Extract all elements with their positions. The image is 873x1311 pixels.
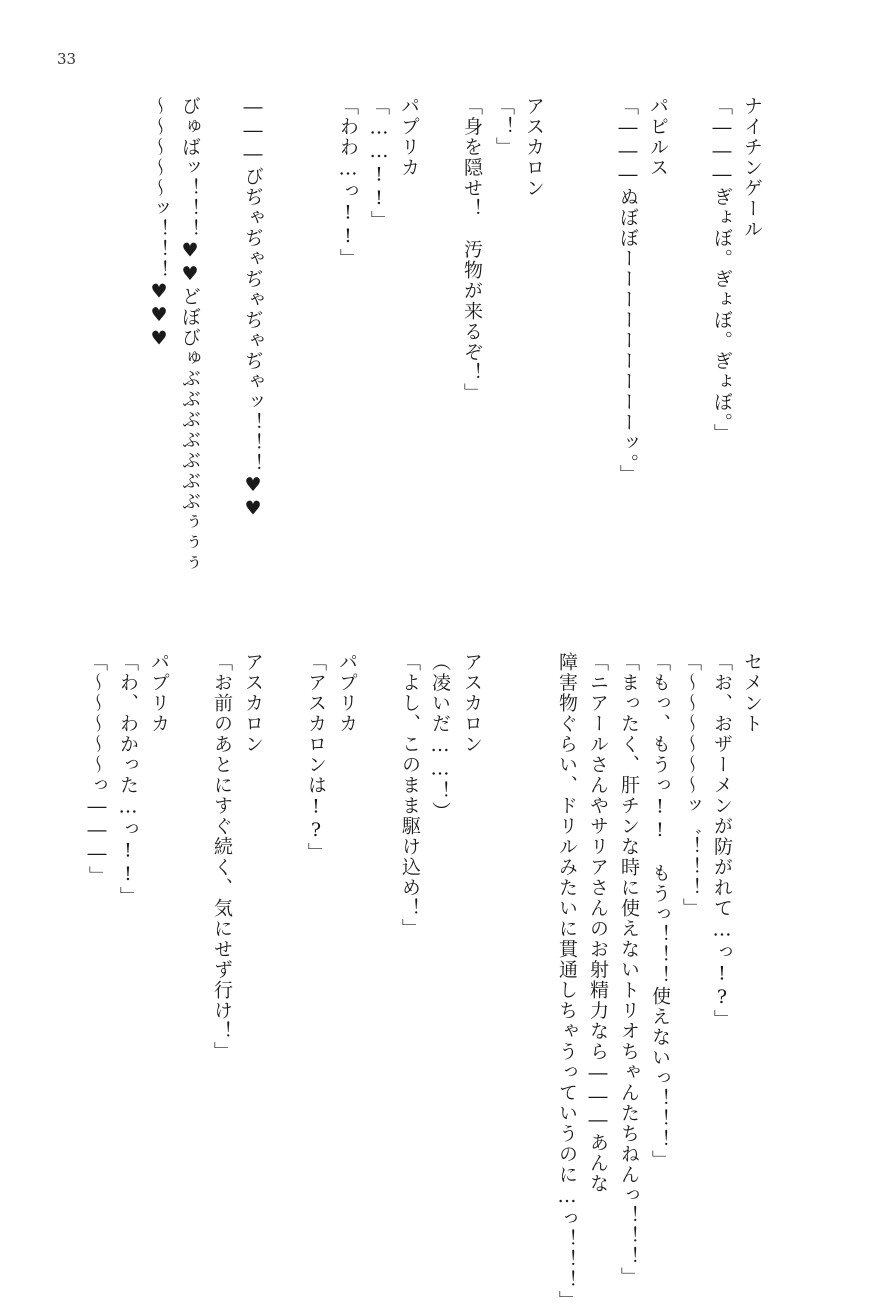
speaker-name: パピルス <box>647 96 669 178</box>
dialogue-line: 障害物ぐらい、ドリルみたいに貫通しちゃうっていうのに…っ！！！」 <box>556 652 578 1311</box>
dialogue-line: 「―――ぎょぼ。ぎょぼ。ぎょぼ。」 <box>711 96 733 444</box>
dialogue-line: 「わ、わかった…っ!!」 <box>117 652 139 907</box>
sound-effect-line: ―――びぢゃぢゃぢゃぢゃぢゃッ！！！♥♥ <box>242 96 264 521</box>
dialogue-line: 「わわ…っ!!」 <box>337 96 359 269</box>
speaker-name: パプリカ <box>336 652 358 734</box>
speaker-name: セメント <box>741 652 763 734</box>
dialogue-line: 「……!!」 <box>368 96 390 231</box>
dialogue-line: 「！」 <box>493 96 515 158</box>
inner-thought-line: （凌いだ……！） <box>429 652 451 822</box>
dialogue-line: 「～～～～～～ッ゛！！！」 <box>680 652 702 919</box>
dialogue-line: 「よし、このまま駆け込め！」 <box>399 652 421 939</box>
dialogue-line: 「―――ぬぼぼーーーーーーーーーッ。」 <box>617 96 639 485</box>
speaker-name: パプリカ <box>148 652 170 734</box>
dialogue-line: 「お、おザーメンが防がれて…っ!?」 <box>711 652 733 1030</box>
speaker-name: アスカロン <box>242 652 264 755</box>
dialogue-line: 「まったく、肝チンな時に使えないトリオちゃんたちねんっ！！！」 <box>618 652 640 1288</box>
sound-effect-line: ～～～～～ッ！！！♥♥♥ <box>148 96 170 351</box>
sound-effect-line: びゅばッ！！！♥♥どぼびゅぶぶぶぶぶぶぶぅぅぅ <box>179 96 201 574</box>
speaker-name: ナイチンゲール <box>741 96 763 240</box>
speaker-name: アスカロン <box>523 96 545 199</box>
dialogue-line: 「ニアールさんやサリアさんのお射精力なら―――あんな <box>587 652 609 1194</box>
speaker-name: アスカロン <box>461 652 483 755</box>
dialogue-line: 「～～～～～っ―――」 <box>86 652 108 887</box>
dialogue-line: 「アスカロンは!?」 <box>305 652 327 863</box>
speaker-name: パプリカ <box>398 96 420 178</box>
page-number: 33 <box>57 50 77 68</box>
dialogue-line: 「身を隠せ！ 汚物が来るぞ！」 <box>461 96 483 404</box>
dialogue-line: 「お前のあとにすぐ続く、気にせず行け！」 <box>211 652 233 1062</box>
dialogue-line: 「もっ、もうっ!! もうっ！！！使えないっ！！！」 <box>649 652 671 1171</box>
